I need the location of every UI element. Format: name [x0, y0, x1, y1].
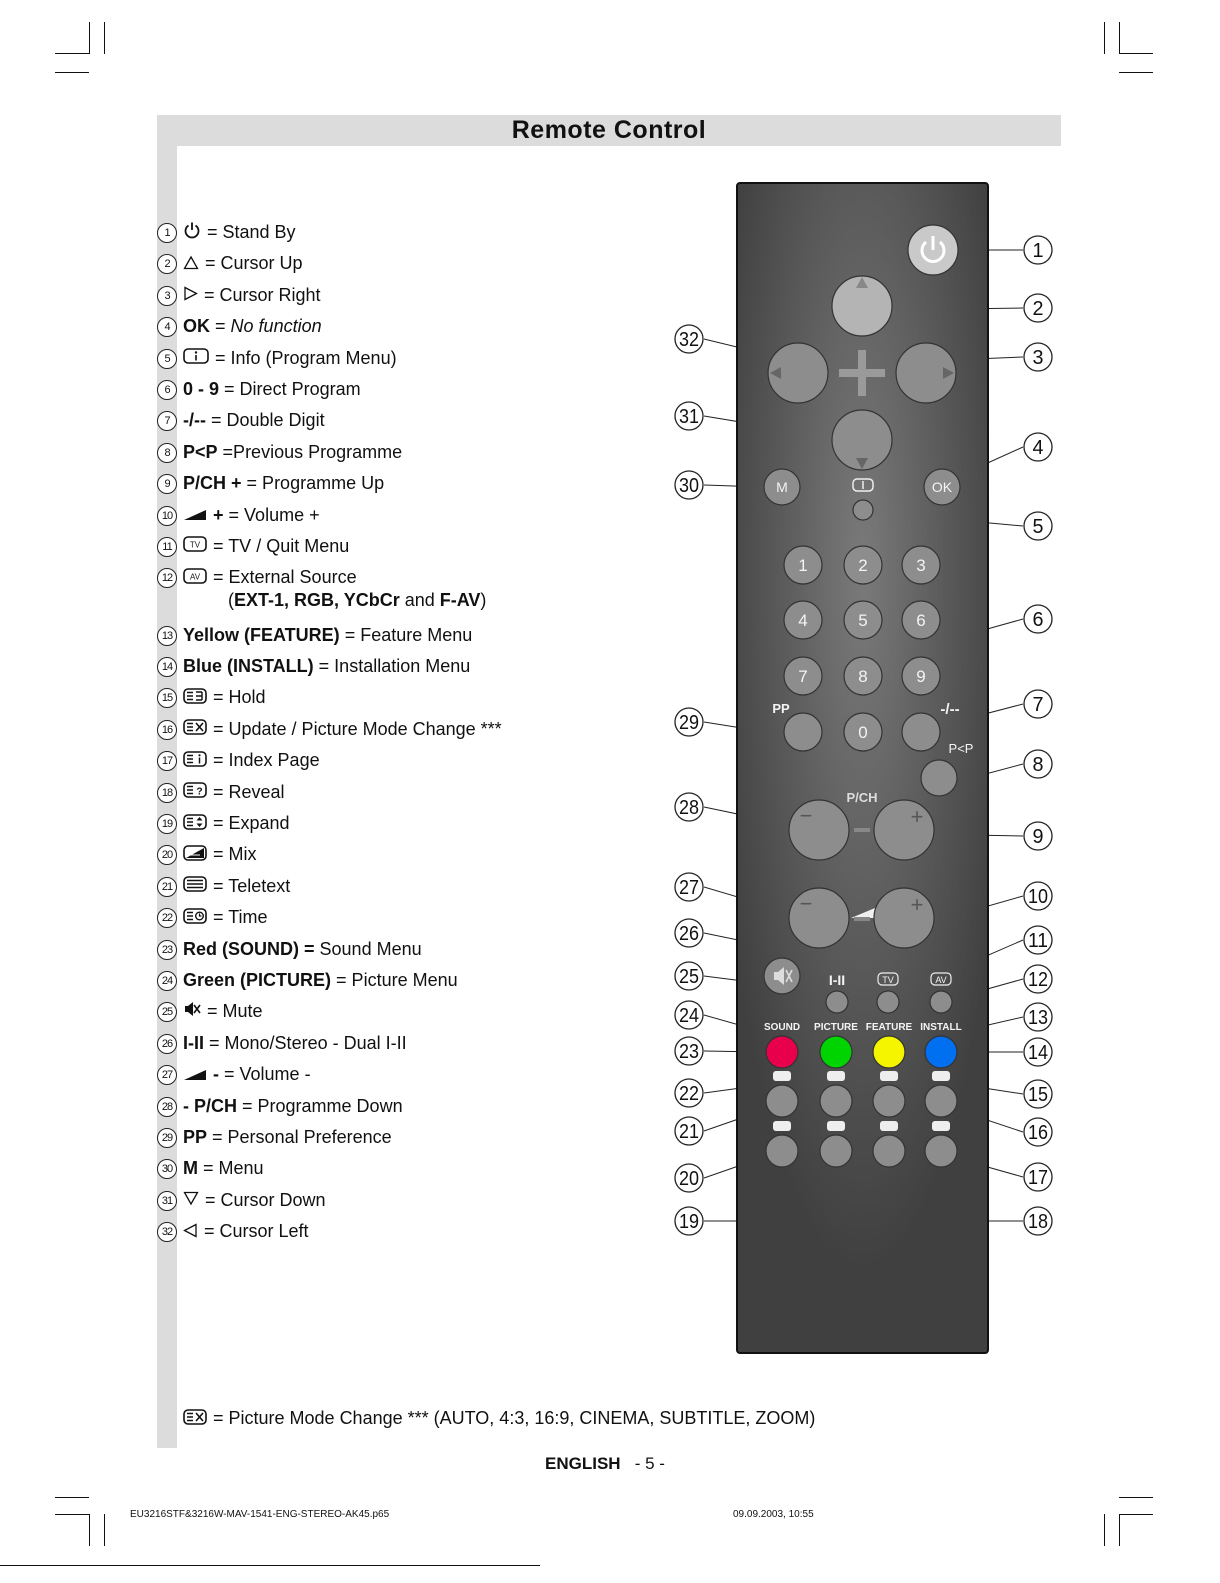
- callout-number-3: 3: [1032, 347, 1044, 369]
- legend-number: 32: [157, 1222, 177, 1242]
- language-label: ENGLISH: [545, 1454, 621, 1473]
- legend-number: 19: [157, 814, 177, 834]
- digit-label-6: 6: [916, 611, 926, 630]
- pch-minus-label: −: [799, 803, 813, 828]
- external-source-close: ): [480, 589, 487, 610]
- callout-number-12: 12: [1028, 969, 1048, 991]
- pch-plus-label: +: [910, 804, 924, 829]
- digit-label-2: 2: [858, 556, 868, 575]
- legend-number: 23: [157, 940, 177, 960]
- callout-number-30: 30: [679, 475, 699, 497]
- legend-key: Yellow (FEATURE): [183, 624, 340, 645]
- legend-description: = Info (Program Menu): [215, 347, 397, 368]
- callout-number-9: 9: [1032, 826, 1044, 848]
- legend-italic: No function: [230, 316, 322, 337]
- legend-number: 6: [157, 380, 177, 400]
- legend-description: = Mute: [207, 1001, 263, 1022]
- legend-number: 5: [157, 349, 177, 369]
- legend-number: 22: [157, 908, 177, 928]
- install-button[interactable]: [925, 1036, 957, 1068]
- legend-description: = Cursor Left: [204, 1221, 309, 1242]
- legend-number: 14: [157, 657, 177, 677]
- legend-description: = Volume -: [224, 1064, 311, 1085]
- legend-description: =Previous Programme: [222, 441, 403, 462]
- prev-prog-label: P<P: [948, 741, 974, 756]
- callout-number-4: 4: [1032, 437, 1044, 459]
- page-title: Remote Control: [511, 116, 707, 144]
- teletext-button[interactable]: [925, 1135, 957, 1167]
- legend-key: Blue (INSTALL): [183, 656, 314, 677]
- digit-label-8: 8: [858, 667, 868, 686]
- legend-description: Sound Menu: [319, 938, 422, 959]
- external-source-and: and: [399, 589, 440, 610]
- callout-number-24: 24: [679, 1005, 699, 1027]
- pp-button[interactable]: [784, 713, 822, 751]
- legend-key: -: [213, 1064, 219, 1085]
- dual-label: I-II: [828, 972, 846, 988]
- legend-number: 27: [157, 1065, 177, 1085]
- legend-description: = Personal Preference: [212, 1126, 392, 1147]
- svg-text:TV: TV: [189, 540, 201, 550]
- legend-number: 15: [157, 688, 177, 708]
- legend-description: = Programme Down: [242, 1095, 403, 1116]
- info-button[interactable]: [853, 500, 873, 520]
- legend-description: = Stand By: [207, 222, 296, 242]
- callout-number-8: 8: [1032, 754, 1044, 776]
- callout-number-14: 14: [1028, 1042, 1048, 1064]
- legend-description: = Mix: [213, 844, 257, 865]
- picture-button[interactable]: [820, 1036, 852, 1068]
- legend-key: P/CH +: [183, 473, 242, 494]
- pp-label: PP: [772, 701, 790, 716]
- callout-number-17: 17: [1028, 1167, 1048, 1189]
- teletext-update-icon: [932, 1071, 950, 1081]
- legend-description: = Reveal: [213, 781, 285, 802]
- mix-button[interactable]: [766, 1135, 798, 1167]
- time-button[interactable]: [766, 1085, 798, 1117]
- pch-up-button[interactable]: [874, 800, 934, 860]
- legend-key: P<P: [183, 441, 218, 462]
- volume-down-button[interactable]: [789, 888, 849, 948]
- legend-key: M: [183, 1158, 198, 1179]
- legend-number: 10: [157, 506, 177, 526]
- file-date: 09.09.2003, 10:55: [733, 1509, 814, 1520]
- legend-key: OK: [183, 316, 210, 337]
- callout-number-26: 26: [679, 923, 699, 945]
- legend-description: = Installation Menu: [318, 656, 471, 677]
- callout-number-10: 10: [1028, 886, 1048, 908]
- hold-button[interactable]: [873, 1085, 905, 1117]
- digit-label-1: 1: [798, 556, 808, 575]
- pch-down-button[interactable]: [789, 800, 849, 860]
- legend-number: 18: [157, 783, 177, 803]
- legend-description: = Feature Menu: [344, 624, 473, 645]
- callout-number-7: 7: [1032, 694, 1044, 716]
- file-name: EU3216STF&3216W-MAV-1541-ENG-STEREO-AK45.p65: [130, 1509, 390, 1520]
- legend-number: 26: [157, 1034, 177, 1054]
- external-source-sources-bold: EXT-1, RGB, YCbCr: [234, 589, 400, 610]
- legend-number: 24: [157, 971, 177, 991]
- sound-label: SOUND: [763, 1022, 801, 1033]
- prev-prog-button[interactable]: [921, 760, 957, 796]
- callout-number-16: 16: [1028, 1122, 1048, 1144]
- legend-description: = Double Digit: [211, 410, 325, 431]
- legend-key: - P/CH: [183, 1095, 237, 1116]
- legend-number: 2: [157, 254, 177, 274]
- legend-description: = Cursor Right: [204, 284, 321, 305]
- picture-label: PICTURE: [814, 1022, 858, 1033]
- legend-key: I-II: [183, 1032, 204, 1053]
- digit-label-0: 0: [858, 723, 868, 742]
- menu-label: M: [776, 479, 788, 495]
- external-source-open: (: [228, 589, 234, 610]
- teletext-icon: [773, 1071, 791, 1081]
- feature-button[interactable]: [873, 1036, 905, 1068]
- expand-button[interactable]: [820, 1135, 852, 1167]
- teletext-index-icon: [827, 1071, 845, 1081]
- callout-number-5: 5: [1032, 516, 1044, 538]
- legend-description: = Mono/Stereo - Dual I-II: [209, 1032, 407, 1053]
- legend-number: 30: [157, 1159, 177, 1179]
- dual-button[interactable]: [826, 991, 848, 1013]
- legend-description: = Picture Menu: [336, 969, 458, 990]
- teletext-expand-icon: [827, 1121, 845, 1131]
- legend-description: = Expand: [213, 813, 290, 834]
- av-label: AV: [935, 975, 947, 985]
- legend-number: 16: [157, 720, 177, 740]
- av-button[interactable]: [930, 991, 952, 1013]
- legend-description: = Volume +: [228, 504, 320, 525]
- sound-button[interactable]: [766, 1036, 798, 1068]
- legend-number: 9: [157, 474, 177, 494]
- index-button[interactable]: [820, 1085, 852, 1117]
- legend-description: = Programme Up: [246, 473, 385, 494]
- callout-number-32: 32: [679, 329, 699, 351]
- callout-number-13: 13: [1028, 1007, 1048, 1029]
- double-digit-label: -/--: [940, 701, 960, 718]
- callout-number-11: 11: [1028, 930, 1048, 952]
- legend-description: = Update / Picture Mode Change ***: [213, 718, 502, 739]
- teletext-index-icon: [932, 1121, 950, 1131]
- svg-text:AV: AV: [189, 572, 201, 582]
- callout-number-1: 1: [1032, 240, 1044, 262]
- legend-description: = Hold: [213, 687, 266, 708]
- volume-minus-label: −: [799, 891, 813, 916]
- callout-number-15: 15: [1028, 1084, 1048, 1106]
- tv-label: TV: [882, 975, 894, 985]
- callout-number-20: 20: [679, 1168, 699, 1190]
- legend-description: = Direct Program: [224, 378, 361, 399]
- update-button[interactable]: [925, 1085, 957, 1117]
- svg-text:?: ?: [196, 786, 203, 798]
- callout-number-25: 25: [679, 966, 699, 988]
- volume-divider: [854, 917, 870, 921]
- feature-label: FEATURE: [865, 1022, 913, 1033]
- legend-description: = External Source: [213, 567, 357, 588]
- legend-key: PP: [183, 1126, 208, 1147]
- callout-number-6: 6: [1032, 609, 1044, 631]
- legend-number: 3: [157, 286, 177, 306]
- volume-up-button[interactable]: [874, 888, 934, 948]
- legend-key: Red (SOUND) =: [183, 938, 315, 959]
- legend-number: 20: [157, 845, 177, 865]
- legend-number: 21: [157, 877, 177, 897]
- legend-number: 8: [157, 443, 177, 463]
- volume-plus-label: +: [910, 892, 924, 917]
- legend-number: 29: [157, 1128, 177, 1148]
- teletext-reveal-icon: [880, 1121, 898, 1131]
- callout-number-18: 18: [1028, 1211, 1048, 1233]
- digit-label-4: 4: [798, 611, 808, 630]
- callout-number-31: 31: [679, 406, 699, 428]
- reveal-button[interactable]: [873, 1135, 905, 1167]
- footnote-text: = Picture Mode Change *** (AUTO, 4:3, 16:9, CINEMA, SUBTITLE, ZOOM): [213, 1408, 816, 1428]
- teletext-hold-icon: [880, 1071, 898, 1081]
- teletext-mix-icon: [773, 1121, 791, 1131]
- legend-number: 11: [157, 537, 177, 557]
- pch-divider: [854, 828, 870, 832]
- install-label: INSTALL: [920, 1022, 962, 1033]
- legend-key: Green (PICTURE): [183, 969, 332, 990]
- tv-button[interactable]: [877, 991, 899, 1013]
- legend-key: -/--: [183, 410, 206, 431]
- legend-number: 17: [157, 751, 177, 771]
- legend-number: 7: [157, 411, 177, 431]
- ok-label: OK: [931, 479, 953, 495]
- pch-label: P/CH: [846, 790, 878, 805]
- legend-description: = Cursor Up: [205, 253, 303, 274]
- callout-number-19: 19: [679, 1211, 699, 1233]
- legend-key: +: [213, 504, 224, 525]
- legend-number: 1: [157, 223, 177, 243]
- double-digit-button[interactable]: [902, 713, 940, 751]
- callout-number-27: 27: [679, 877, 699, 899]
- legend-key: 0 - 9: [183, 378, 220, 399]
- legend-description: = Time: [213, 907, 268, 928]
- callout-number-29: 29: [679, 712, 699, 734]
- legend-description: = Cursor Down: [205, 1189, 326, 1210]
- legend-description: = Index Page: [213, 750, 320, 771]
- legend-number: 25: [157, 1002, 177, 1022]
- callout-number-21: 21: [679, 1121, 699, 1143]
- legend-description: =: [215, 316, 226, 337]
- callout-number-23: 23: [679, 1041, 699, 1063]
- digit-label-7: 7: [798, 667, 808, 686]
- legend-description: = Menu: [203, 1158, 264, 1179]
- legend-number: 13: [157, 626, 177, 646]
- digit-label-3: 3: [916, 556, 926, 575]
- legend-number: 28: [157, 1097, 177, 1117]
- digit-label-9: 9: [916, 667, 926, 686]
- callout-number-22: 22: [679, 1083, 699, 1105]
- callout-number-2: 2: [1032, 298, 1044, 320]
- legend-description: = TV / Quit Menu: [213, 535, 350, 556]
- external-source-last-bold: F-AV: [439, 589, 481, 610]
- digit-label-5: 5: [858, 611, 868, 630]
- page-number-text: - 5 -: [634, 1454, 665, 1473]
- legend-description: = Teletext: [213, 875, 291, 896]
- callout-number-28: 28: [679, 797, 699, 819]
- legend-number: 31: [157, 1191, 177, 1211]
- legend-number: 4: [157, 317, 177, 337]
- legend-number: 12: [157, 568, 177, 588]
